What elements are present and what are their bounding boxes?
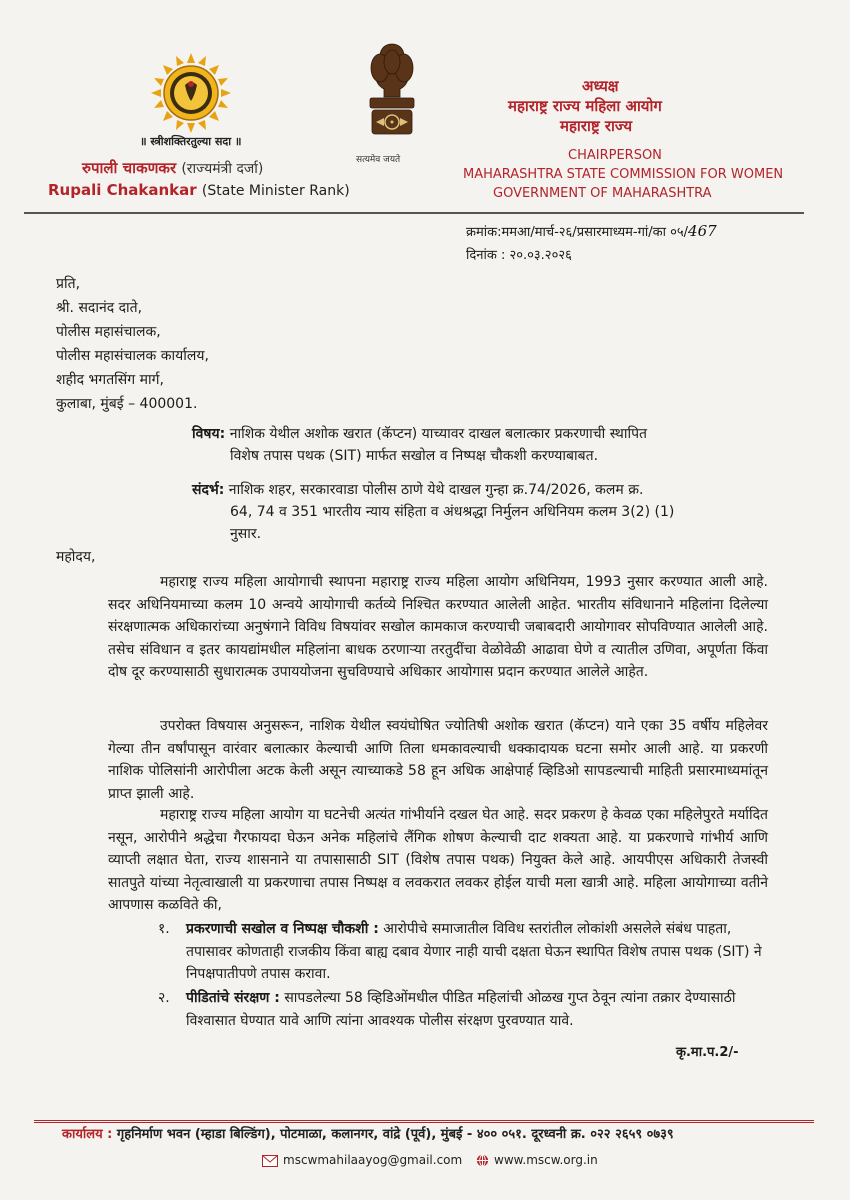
mail-icon: [262, 1155, 278, 1167]
commission-name-english: MAHARASHTRA STATE COMMISSION FOR WOMEN: [463, 167, 784, 182]
handwritten-number: 467: [688, 222, 717, 240]
body-paragraph-1: महाराष्ट्र राज्य महिला आयोगाची स्थापना महाराष्ट्र राज्य महिला आयोग अधिनियम, 1993 नुसार करण्यात आली आहे. सदर अधिनियमाच्या कलम 10 अन्वये आयोगाची कर्तव्ये निश्चित करण्यात आलेली आहेत. भारतीय संविधानाने महिलांना दिलेल्या संरक्षणात्मक अधिकारांच्या अनुषंगाने विविध विषयांवर सखोल कामकाज करण्याची जबाबदारी आयोगावर सोपविण्यात आलेली आहे. तसेच संविधान व इतर कायद्यांमधील महिलांना बाधक ठरणाऱ्या तरतुदींचा वेळोवेळी आढावा घेणे व त्यातील उणिवा, अपूर्णता किंवा दोष दूर करण्यासाठी सुधारात्मक उपाययोजना सुचविण्याचे अधिकार आयोगास प्रदान करण्यात आलेले आहेत.: [108, 574, 768, 680]
reference-line: संदर्भ: नाशिक शहर, सरकारवाडा पोलीस ठाणे येथे दाखल गुन्हा क्र.74/2026, कलम क्र.: [192, 482, 644, 498]
rank-marathi: (राज्यमंत्री दर्जा): [181, 161, 264, 177]
chairperson-title-english: CHAIRPERSON: [568, 148, 662, 163]
globe-icon: [476, 1154, 489, 1167]
point-1: १. प्रकरणाची सखोल व निष्पक्ष चौकशी : आरोपीचे समाजातील विविध स्तरांतील लोकांशी असलेले संबंध पाहता, तपासावर कोणताही राजकीय किंवा बाह्य दबाव येणार नाही याची दक्षता घेऊन स्थापित विशेष तपास पथक (SIT) ने निपक्षपातीपणे तपास करावा.: [158, 921, 762, 982]
national-emblem-icon: [360, 38, 424, 150]
chairperson-name-marathi: रुपाली चाकणकर (राज्यमंत्री दर्जा): [82, 159, 264, 177]
addressee-line: कुलाबा, मुंबई – 400001.: [56, 396, 198, 412]
commission-logo-icon: [150, 52, 232, 134]
government-name-english: GOVERNMENT OF MAHARASHTRA: [493, 186, 712, 201]
subject-block: [192, 423, 782, 545]
commission-motto: ॥ स्त्रीशक्तिरतुल्या सदा ॥: [140, 135, 242, 148]
addressee-block: [56, 272, 209, 416]
salutation: महोदय,: [56, 549, 96, 565]
rank-english: (State Minister Rank): [201, 183, 350, 199]
footer-address: कार्यालय : गृहनिर्माण भवन (म्हाडा बिल्डिंग), पोटमाळा, कलानगर, वांद्रे (पूर्व), मुंबई - ४०० ०५१. दूरध्वनी क्र. ०२२ २६५९ ०७३९: [62, 1127, 674, 1142]
point-2: २. पीडितांचे संरक्षण : सापडलेल्या 58 व्हिडिओंमधील पीडित महिलांची ओळख गुप्त ठेवून त्यांना तक्रार देण्यासाठी विश्वासात घेण्यात यावे आणि त्यांना आवश्यक पोलीस संरक्षण पुरवण्यात यावे.: [158, 990, 736, 1029]
continued-note: कृ.मा.प.2/-: [676, 1045, 739, 1060]
addressee-line: पोलीस महासंचालक कार्यालय,: [56, 348, 209, 364]
body-paragraph-3: महाराष्ट्र राज्य महिला आयोग या घटनेची अत्यंत गांभीर्याने दखल घेत आहे. सदर प्रकरण हे केवळ एका महिलेपुरते मर्यादित नसून, आरोपीने श्रद्धेचा गैरफायदा घेऊन अनेक महिलांचे लैंगिक शोषण केल्याची दाट शक्यता आहे. या प्रकरणाचे गांभीर्य आणि व्याप्ती लक्षात घेता, राज्य शासनाने या तपासासाठी SIT (विशेष तपास पथक) नियुक्त केले आहे. आयपीएस अधिकारी तेजस्वी सातपुते यांच्या नेतृत्वाखाली या प्रकरणाचा तपास निष्पक्ष व लवकरात लवकर होईल याची मला खात्री आहे. महिला आयोगाच्या वतीने आपणास कळविते की,: [108, 807, 768, 913]
state-name-marathi: महाराष्ट्र राज्य: [560, 117, 633, 135]
commission-name-marathi: महाराष्ट्र राज्य महिला आयोग: [508, 97, 662, 115]
national-motto: सत्यमेव जयते: [356, 155, 401, 165]
chairperson-title-marathi: अध्यक्ष: [582, 77, 619, 95]
chairperson-name-english: Rupali Chakankar (State Minister Rank): [48, 181, 350, 199]
addressee-line: श्री. सदानंद दाते,: [56, 300, 143, 316]
addressee-line: प्रति,: [56, 276, 81, 292]
subject-line: विषय: नाशिक येथील अशोक खरात (कॅप्टन) याच्यावर दाखल बलात्कार प्रकरणाची स्थापित: [192, 426, 648, 442]
reference-line: 64, 74 व 351 भारतीय न्याय संहिता व अंधश्रद्धा निर्मुलन अधिनियम कलम 3(2) (1): [230, 504, 675, 520]
reference-number: क्रमांक:ममआ/मार्च-२६/प्रसारमाध्यम-गां/का ०५/467: [466, 222, 717, 240]
addressee-line: पोलीस महासंचालक,: [56, 324, 161, 340]
reference-line: नुसार.: [230, 526, 262, 542]
footer-email[interactable]: mscwmahilaayog@gmail.com: [262, 1153, 462, 1167]
letterhead-divider: [24, 212, 804, 214]
point-title: प्रकरणाची सखोल व निष्पक्ष चौकशी :: [186, 921, 379, 937]
body-paragraph-2: उपरोक्त विषयास अनुसरून, नाशिक येथील स्वयंघोषित ज्योतिषी अशोक खरात (कॅप्टन) याने एका 35 वर्षीय महिलेवर गेल्या तीन वर्षांपासून वारंवार बलात्कार केल्याची आणि तिला धमकावल्याची धक्कादायक घटना समोर आली आहे. या प्रकरणी नाशिक पोलिसांनी आरोपीला अटक केली असून त्याच्याकडे 58 हून अधिक आक्षेपार्ह व्हिडिओ सापडल्याची माहिती प्रसारमाध्यमांतून प्राप्त झाली आहे.: [108, 718, 768, 802]
addressee-line: शहीद भगतसिंग मार्ग,: [56, 372, 164, 388]
subject-line: विशेष तपास पथक (SIT) मार्फत सखोल व निष्पक्ष चौकशी करण्याबाबत.: [230, 448, 599, 464]
footer-contacts: [262, 1153, 608, 1167]
footer-website[interactable]: www.mscw.org.in: [476, 1153, 598, 1167]
reference-date: दिनांक : २०.०३.२०२६: [466, 248, 572, 263]
point-title: पीडितांचे संरक्षण :: [186, 990, 280, 1006]
footer-divider: [34, 1120, 814, 1123]
